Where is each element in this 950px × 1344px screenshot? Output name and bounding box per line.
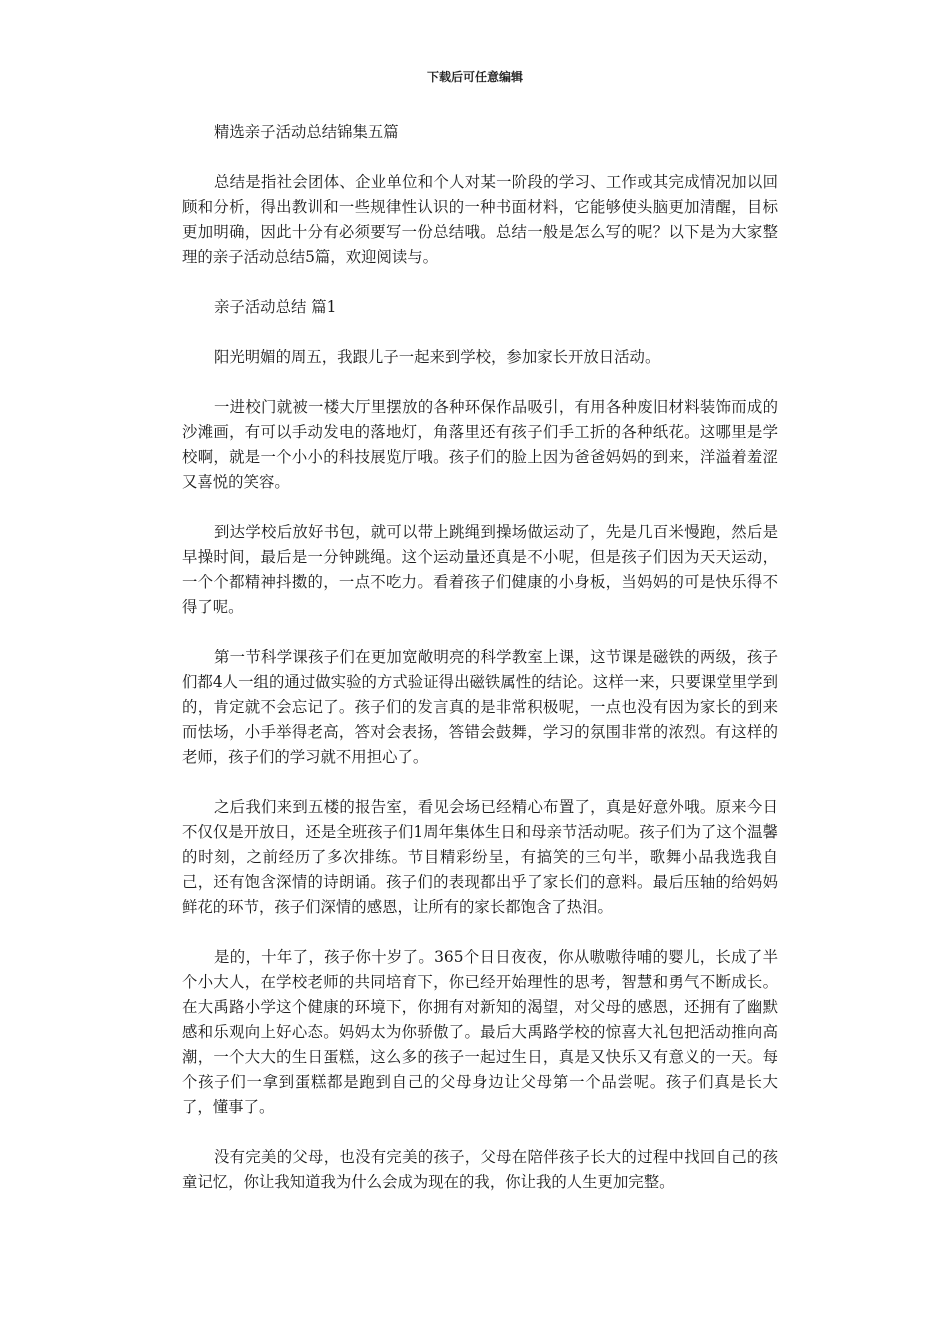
- document-body: [182, 120, 778, 1220]
- header-note: 下载后可任意编辑: [426, 70, 523, 84]
- paragraph: 是的，十年了，孩子你十岁了。365个日日夜夜，你从嗷嗷待哺的婴儿，长成了半个小大人，在学校老师的共同培育下，你已经开始理性的思考，智慧和勇气不断成长。在大禹路小学这个健康的环境下，你拥有对新知的渴望，对父母的感恩，还拥有了幽默感和乐观向上好心态。妈妈太为你骄傲了。最后大禹路学校的惊喜大礼包把活动推向高潮，一个大大的生日蛋糕，这么多的孩子一起过生日，真是又快乐又有意义的一天。每个孩子们一拿到蛋糕都是跑到自己的父母身边让父母第一个品尝呢。孩子们真是长大了，懂事了。: [182, 948, 778, 1116]
- document-title: 精选亲子活动总结锦集五篇: [214, 123, 399, 141]
- paragraph: 第一节科学课孩子们在更加宽敞明亮的科学教室上课，这节课是磁铁的两级，孩子们都4人一组的通过做实验的方式验证得出磁铁属性的结论。这样一来，只要课堂里学到的，肯定就不会忘记了。孩子们的发言真的是非常积极呢，一点也没有因为家长的到来而怯场，小手举得老高，答对会表扬，答错会鼓舞，学习的氛围非常的浓烈。有这样的老师，孩子们的学习就不用担心了。: [182, 648, 778, 766]
- paragraph-intro: 总结是指社会团体、企业单位和个人对某一阶段的学习、工作或其完成情况加以回顾和分析，得出教训和一些规律性认识的一种书面材料，它能够使头脑更加清醒，目标更加明确，因此十分有必须要写一份总结哦。总结一般是怎么写的呢？以下是为大家整理的亲子活动总结5篇，欢迎阅读与。: [182, 173, 778, 266]
- paragraph: 之后我们来到五楼的报告室，看见会场已经精心布置了，真是好意外哦。原来今日不仅仅是开放日，还是全班孩子们1周年集体生日和母亲节活动呢。孩子们为了这个温馨的时刻，之前经历了多次排练。节目精彩纷呈，有搞笑的三句半，歌舞小品我选我自己，还有饱含深情的诗朗诵。孩子们的表现都出乎了家长们的意料。最后压轴的给妈妈鲜花的环节，孩子们深情的感恩，让所有的家长都饱含了热泪。: [182, 798, 778, 916]
- paragraph: 一进校门就被一楼大厅里摆放的各种环保作品吸引，有用各种废旧材料装饰而成的沙滩画，有可以手动发电的落地灯，角落里还有孩子们手工折的各种纸花。这哪里是学校啊，就是一个小小的科技展览厅哦。孩子们的脸上因为爸爸妈妈的到来，洋溢着羞涩又喜悦的笑容。: [182, 398, 778, 491]
- section-heading: 亲子活动总结 篇1: [214, 298, 337, 316]
- paragraph: 到达学校后放好书包，就可以带上跳绳到操场做运动了，先是几百米慢跑，然后是早操时间，最后是一分钟跳绳。这个运动量还真是不小呢，但是孩子们因为天天运动，一个个都精神抖擞的，一点不吃力。看着孩子们健康的小身板，当妈妈的可是快乐得不得了呢。: [182, 523, 778, 616]
- paragraph: 阳光明媚的周五，我跟儿子一起来到学校，参加家长开放日活动。: [214, 348, 661, 366]
- paragraph: 没有完美的父母，也没有完美的孩子，父母在陪伴孩子长大的过程中找回自己的孩童记忆，你让我知道我为什么会成为现在的我，你让我的人生更加完整。: [182, 1148, 778, 1191]
